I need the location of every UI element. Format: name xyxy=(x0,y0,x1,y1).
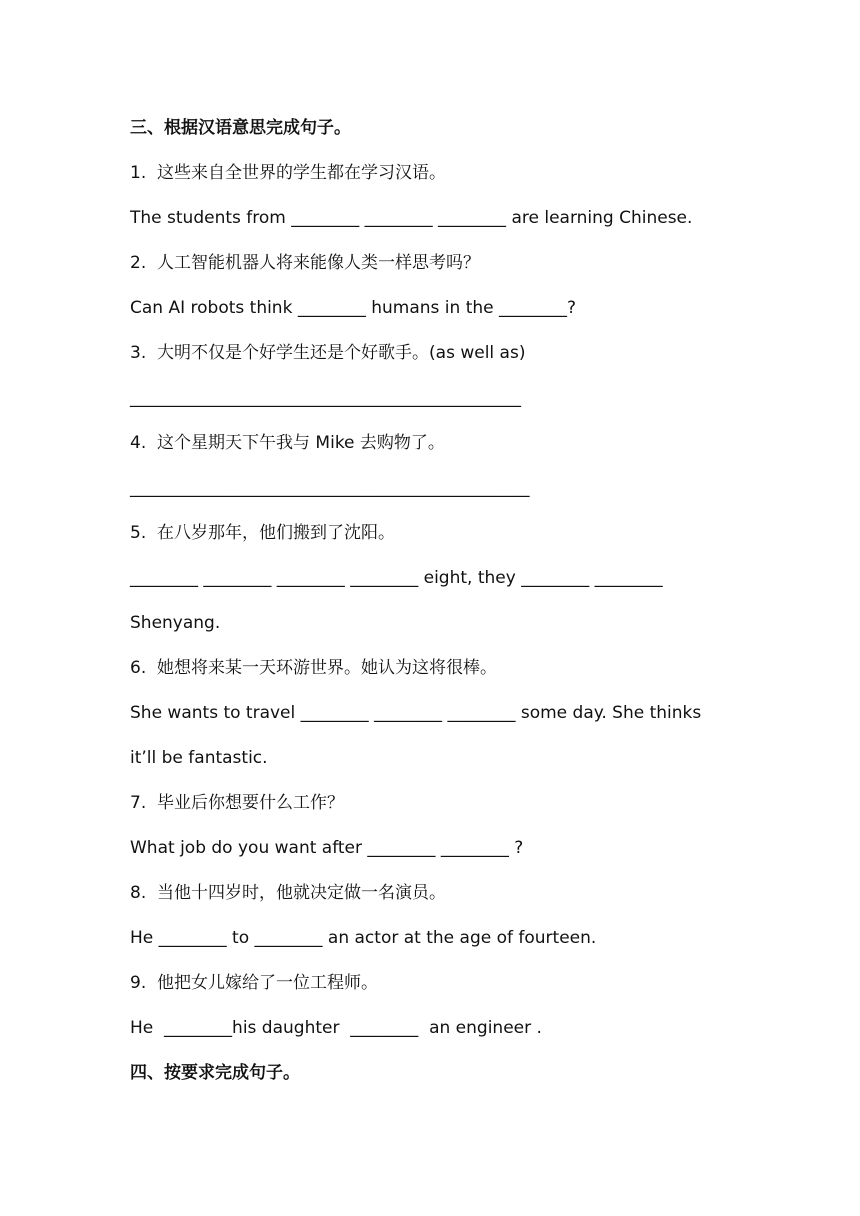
item-9-prompt: 9. 他把女儿嫁给了一位工程师。 xyxy=(130,973,379,993)
item-3-answer-line: ______________________________________________ xyxy=(130,388,521,408)
section-heading-3: 三、根据汉语意思完成句子。 xyxy=(130,118,351,138)
item-1-prompt: 1. 这些来自全世界的学生都在学习汉语。 xyxy=(130,163,447,183)
item-2-prompt: 2. 人工智能机器人将来能像人类一样思考吗？ xyxy=(130,253,481,273)
item-5-answer-cont: Shenyang. xyxy=(130,613,221,633)
item-1-answer: The students from ________ ________ ________ are learning Chinese. xyxy=(130,208,693,228)
item-8-answer: He ________ to ________ an actor at the age of fourteen. xyxy=(130,928,597,948)
item-3-prompt: 3. 大明不仅是个好学生还是个好歌手。(as well as) xyxy=(130,343,526,363)
item-8-prompt: 8. 当他十四岁时，他就决定做一名演员。 xyxy=(130,883,447,903)
section-heading-4: 四、按要求完成句子。 xyxy=(130,1063,300,1083)
item-7-answer: What job do you want after ________ ________ ? xyxy=(130,838,524,858)
item-4-prompt: 4. 这个星期天下午我与 Mike 去购物了。 xyxy=(130,433,445,453)
item-4-answer-line: _______________________________________________ xyxy=(130,478,530,498)
item-6-answer: She wants to travel ________ ________ ________ some day. She thinks xyxy=(130,703,702,723)
item-9-answer: He ________his daughter ________ an engineer . xyxy=(130,1018,542,1038)
item-5-prompt: 5. 在八岁那年，他们搬到了沈阳。 xyxy=(130,523,396,543)
item-6-answer-cont: it’ll be fantastic. xyxy=(130,748,268,768)
item-6-prompt: 6. 她想将来某一天环游世界。她认为这将很棒。 xyxy=(130,658,498,678)
item-5-answer: ________ ________ ________ ________ eight, they ________ ________ xyxy=(130,568,663,588)
item-7-prompt: 7. 毕业后你想要什么工作？ xyxy=(130,793,345,813)
item-2-answer: Can AI robots think ________ humans in the ________? xyxy=(130,298,577,318)
